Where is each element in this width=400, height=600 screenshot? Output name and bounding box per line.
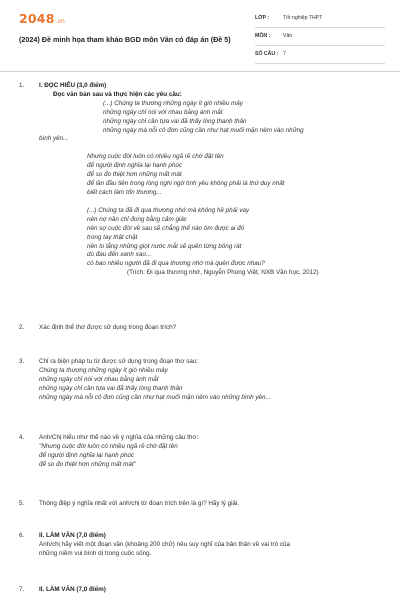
poem-line: (...) Chúng ta thương những ngày ít gió nhiều mây bbox=[103, 99, 243, 107]
document-title: (2024) Đề minh họa tham khảo BGD môn Văn có đáp án (Đề 5) bbox=[19, 35, 231, 44]
section-heading: II. LÀM VĂN (7,0 điểm) bbox=[39, 586, 106, 593]
meta-row-class bbox=[255, 12, 385, 28]
page-header bbox=[0, 0, 400, 64]
question-body bbox=[39, 500, 389, 509]
meta-table bbox=[255, 12, 385, 66]
site-logo[interactable] bbox=[19, 11, 65, 26]
question-body bbox=[39, 532, 389, 559]
instruction: Đọc văn bản sau và thực hiện các yêu cầu: bbox=[53, 90, 182, 98]
quoted-line: để người định nghĩa lại hạnh phúc bbox=[39, 451, 134, 459]
poem-line: để so đo thiệt hơn những mất mát bbox=[87, 171, 182, 179]
question-body bbox=[39, 82, 389, 278]
poem-line: để lần đầu tiên trong lòng nghi ngờ tình yêu không phải là thứ duy nhất bbox=[87, 180, 285, 188]
question-number: 6. bbox=[19, 532, 25, 539]
quoted-line: những ngày chỉ nói với nhau bằng ánh mắt bbox=[39, 375, 159, 383]
header-divider bbox=[0, 71, 400, 72]
logo-domain: .vn bbox=[55, 18, 65, 25]
poem-line: trong tay thật chặt bbox=[87, 233, 138, 241]
poem-line: có bao nhiêu người đã đi qua thương nhớ mà quên được nhau? bbox=[87, 260, 265, 268]
poem-line: những ngày chỉ nói với nhau bằng ánh mắt bbox=[103, 108, 223, 116]
question-text: Anh/Chị hiểu như thế nào về ý nghĩa của những câu thơ: bbox=[39, 434, 199, 441]
question-body bbox=[39, 586, 389, 595]
question-number: 1. bbox=[19, 82, 25, 89]
meta-row-subject bbox=[255, 30, 385, 46]
question-number: 2. bbox=[19, 324, 25, 331]
quoted-line: để so đo thiệt hơn những mất mát" bbox=[39, 460, 136, 468]
question-number: 3. bbox=[19, 358, 25, 365]
meta-row-count bbox=[255, 48, 385, 64]
section-heading: I. ĐỌC HIỂU (3,0 điểm) bbox=[39, 82, 107, 89]
meta-value: Văn bbox=[283, 33, 293, 39]
quoted-line: Chúng ta thương những ngày ít gió nhiều mây bbox=[39, 366, 168, 374]
question-text: Xác định thể thơ được sử dụng trong đoạn trích? bbox=[39, 324, 177, 331]
meta-value: Tốt nghiệp THPT bbox=[283, 15, 323, 21]
poem-line: (...) Chúng ta đã đi qua thương nhớ mà không hề phải vay bbox=[87, 206, 250, 214]
quoted-line: những ngày chỉ cần tựa vai đã thấy lòng thanh thản bbox=[39, 384, 183, 392]
meta-value: 7 bbox=[283, 51, 286, 57]
quoted-line: những ngày mà nỗi cô đơn cũng cần như hạt muối mặn nêm vào những bình yên... bbox=[39, 393, 271, 401]
question-number: 5. bbox=[19, 500, 25, 507]
question-text: Thông điệp ý nghĩa nhất với anh/chị từ đoạn trích trên là gì? Hãy lý giải. bbox=[39, 500, 240, 507]
meta-label: LỚP : bbox=[255, 15, 270, 21]
question-text: Chỉ ra biện pháp tu từ được sử dụng trong đoạn thơ sau: bbox=[39, 358, 199, 365]
logo-text: 2048 bbox=[19, 11, 55, 26]
question-text: Anh/chị hãy viết một đoạn văn (khoảng 200 chữ) nêu suy nghĩ của bản thân về vai trò của bbox=[39, 540, 291, 548]
poem-line: những ngày chỉ cần tựa vai đã thấy lòng thanh thản bbox=[103, 117, 247, 125]
poem-line: biết cách làm tổn thương... bbox=[87, 188, 162, 196]
question-body bbox=[39, 324, 389, 333]
poem-line: những ngày mà nỗi cô đơn cũng cần như hạt muối mặn nêm vào những bbox=[103, 126, 304, 134]
meta-label: MÔN : bbox=[255, 33, 271, 39]
poem-line: Nhưng cuộc đời luôn có nhiều ngã rẽ chờ đặt tên bbox=[87, 153, 224, 161]
poem-line: bình yên... bbox=[39, 135, 69, 143]
question-number: 7. bbox=[19, 586, 25, 593]
question-text: những niềm vui bình dị trong cuộc sống. bbox=[39, 549, 152, 557]
meta-label: SỐ CÂU : bbox=[255, 51, 279, 57]
poem-line: để người định nghĩa lại hạnh phúc bbox=[87, 162, 182, 170]
poem-line: dù đau đến xanh xao... bbox=[87, 251, 152, 259]
question-body bbox=[39, 358, 389, 403]
section-heading: II. LÀM VĂN (7,0 điểm) bbox=[39, 532, 106, 539]
quoted-line: "Nhưng cuộc đời luôn có nhiều ngã rẽ chờ đặt tên bbox=[39, 442, 178, 450]
poem-line: nên lo lắng những giọt nước mắt sẽ quên từng bỏng rát bbox=[87, 242, 242, 250]
poem-line: nên sợ cuộc đời về sau sẽ chẳng thể nào ôm được ai đó bbox=[87, 224, 245, 232]
poem-citation: (Trích: Đi qua thương nhớ, Nguyễn Phong Việt, NXB Văn học, 2012) bbox=[127, 269, 319, 277]
question-body bbox=[39, 434, 389, 470]
poem-line: nên nợ nần chỉ đong bằng cảm giác bbox=[87, 215, 188, 223]
question-number: 4. bbox=[19, 434, 25, 441]
